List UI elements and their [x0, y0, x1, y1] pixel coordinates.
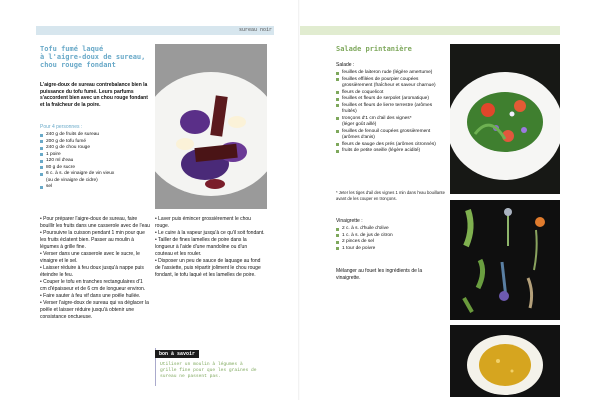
vinaigrette-photo [450, 325, 560, 397]
salad-label: Salade : [336, 62, 355, 68]
right-page [300, 0, 600, 400]
step-item: • Poursuivre la cuisson pendant 1 min pour que les fruits éclatent bien. Passer au moulin à légumes à grille fine. [40, 230, 145, 250]
vinaigrette-ingredient-list [336, 226, 446, 252]
step-item: • Tailler de fines lamelles de poire dans la longueur à l'aide d'une mandoline ou d'un couteau et les rouler. [155, 237, 248, 257]
tofu-dish-photo [155, 44, 267, 209]
list-item: 240 g de chou rouge [40, 145, 152, 152]
salad-photo [450, 44, 560, 194]
list-item: 1 tour de poivre [336, 246, 446, 253]
list-item: feuilles de fenouil coupées grossièrement (arômes d'anis) [336, 129, 448, 142]
footnote: * Jeter les tiges d'ail des vignes 1 min dans l'eau bouillante avant de les couper en tronçons. [336, 190, 445, 201]
servings-label: Pour 4 personnes : [40, 124, 83, 130]
step-item: • Pour préparer l'aigre-doux de sureau, faire bouillir les fruits dans une casserole avec de l'eau [40, 216, 150, 229]
list-item: sel [40, 184, 152, 191]
tip-text: Utiliser un moulin à légumes à grille fine pour que les graines de sureau ne passent pas. [160, 362, 257, 379]
list-item: feuilles de laiteron rude (légère amertume) [336, 70, 448, 77]
step-item: • Verser dans une casserole avec le sucre, le vinaigre et le sel. [40, 251, 140, 264]
recipe-title: Tofu fumé laqué à l'aigre-doux de sureau, chou rouge fondant [40, 45, 146, 69]
ingredient-list [40, 132, 152, 191]
list-item: fruits de petite oseille (légère acidité) [336, 148, 448, 155]
tip-title: bon à savoir [155, 350, 199, 358]
steps-column-1 [40, 216, 150, 321]
step-item: • Le cuire à la vapeur jusqu'à ce qu'il soit fondant. [155, 230, 265, 236]
section-tag: sureau noir [238, 27, 272, 33]
list-item: 2 c. à s. d'huile d'olive [336, 226, 446, 233]
step-item: • Laver puis émincer grossièrement le chou rouge. [155, 216, 251, 229]
list-item: feuilles effilées de pourpier coupées grossièrement (fraîcheur et saveur charnue) [336, 77, 448, 90]
list-item: fleurs de sauge des prés (arômes citronnés) [336, 142, 448, 149]
step-item: • Faire sauter à feu vif dans une poêle huilée. [40, 293, 141, 299]
list-item: 240 g de fruits de sureau [40, 132, 152, 139]
list-item: 6 c. à s. de vinaigre de vin vieux [40, 171, 152, 178]
list-item: feuilles et fleurs de serpolet (aromatique) [336, 96, 448, 103]
step-item: • Laisser réduire à feu doux jusqu'à nappe puis éteindre le feu. [40, 265, 144, 278]
list-item: 80 g de sucre [40, 165, 152, 172]
list-item: tronçons d'1 cm d'ail des vignes* [336, 116, 448, 123]
recipe-title-right: Salade printanière [336, 45, 412, 53]
list-item: (léger goût aillé) [342, 122, 377, 127]
header-band-right [300, 26, 560, 35]
list-item: 2 pinces de sel [336, 239, 446, 246]
recipe-intro: L'aigre-doux de sureau contrebalance bien la puissance du tofu fumé. Leurs parfums s'accordent bien avec un chou rouge fondant et la fraîcheur de la poire. [40, 82, 148, 108]
step-item: • Disposer un peu de sauce de laquage au fond de l'assiette, puis répartir joliment le chou rouge fondant, le tofu laqué et les lamelles de poire. [155, 258, 261, 278]
list-item: 1 poire [40, 152, 152, 159]
list-item: (ou de vinaigre de cidre) [46, 177, 98, 183]
step-item: • Couper le tofu en tranches rectangulaires d'1 cm d'épaisseur et de 6 cm de longueur environ. [40, 279, 146, 292]
list-item: 200 g de tofu fumé [40, 139, 152, 146]
list-item: 120 ml d'eau [40, 158, 152, 165]
salad-ingredient-list [336, 70, 448, 155]
list-item: 1 c. à s. de jus de citron [336, 233, 446, 240]
closing-instruction: Mélanger au fouet les ingrédients de la vinaigrette. [336, 268, 423, 281]
list-item: feuilles et fleurs de lierre terrestre (arômes fruités) [336, 103, 448, 116]
herbs-photo [450, 200, 560, 320]
list-item: fleurs de coquelicot [336, 90, 448, 97]
steps-column-2 [155, 216, 265, 279]
step-item: • Verser l'aigre-doux de sureau qui va déglacer la poêle et laisser réduire jusqu'à obtenir une consistance onctueuse. [40, 300, 149, 320]
vinaigrette-label: Vinaigrette : [336, 218, 363, 224]
